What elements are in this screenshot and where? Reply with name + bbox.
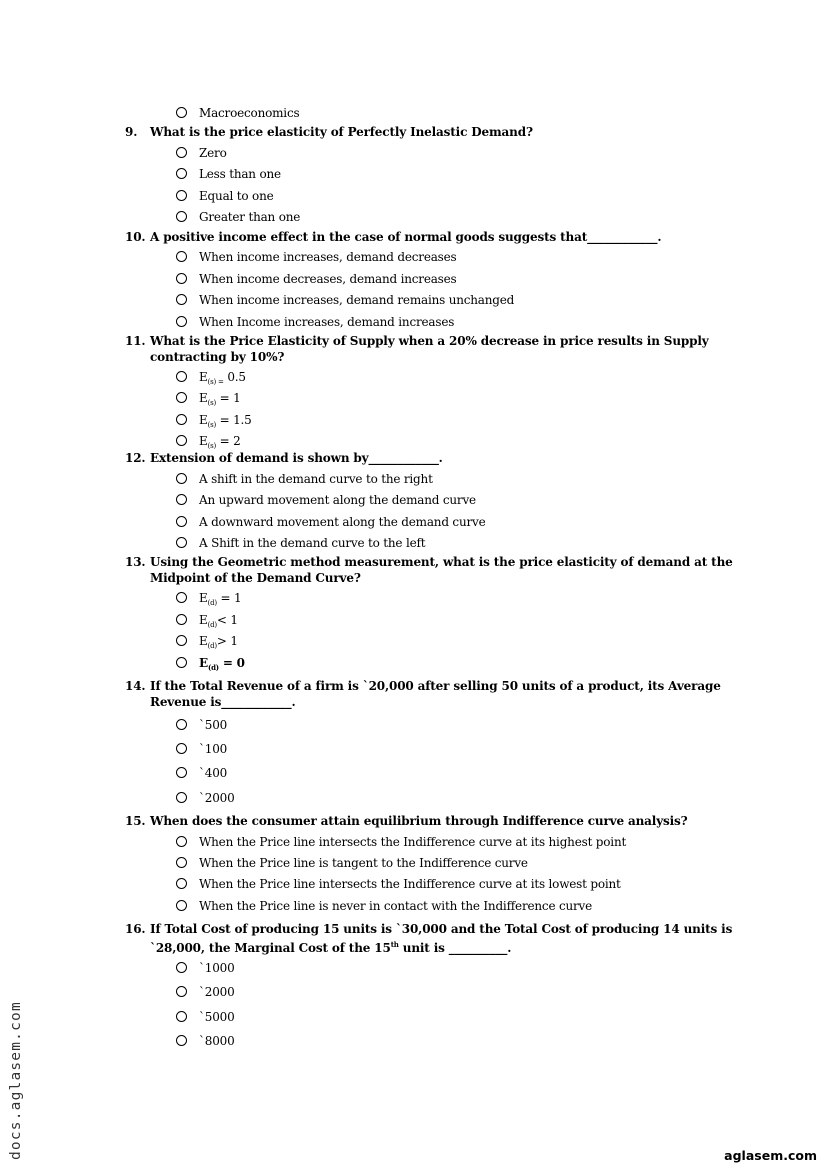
option-label: `5000 [199, 1010, 235, 1024]
question-number: 16. [125, 922, 146, 936]
radio-button[interactable] [176, 414, 187, 425]
subscript: (s) [207, 421, 217, 429]
radio-button[interactable] [176, 107, 187, 118]
question-number: 15. [125, 814, 146, 828]
option-label: `100 [199, 742, 228, 756]
radio-button[interactable] [176, 392, 187, 403]
option-q16-1[interactable] [176, 960, 235, 976]
option-label: When Income increases, demand increases [199, 315, 455, 329]
radio-button[interactable] [176, 473, 187, 484]
value: = 0 [218, 656, 245, 670]
radio-button[interactable] [176, 294, 187, 305]
option-label: Zero [199, 146, 227, 160]
question-text: When does the consumer attain equilibrium through Indifference curve analysis? [150, 814, 688, 828]
option-q15-1[interactable] [176, 834, 626, 850]
option-q10-4[interactable] [176, 314, 454, 330]
option-q10-2[interactable] [176, 271, 457, 287]
option-label: `500 [199, 718, 228, 732]
option-q10-3[interactable] [176, 292, 514, 308]
radio-button[interactable] [176, 1011, 187, 1022]
option-label [199, 613, 238, 627]
radio-button[interactable] [176, 190, 187, 201]
question-10 [125, 229, 735, 245]
symbol: E [199, 656, 208, 670]
option-label [199, 634, 238, 648]
question-text: Using the Geometric method measurement, what is the price elasticity of demand at the Midpoint of the Demand Curve? [150, 555, 733, 585]
radio-button[interactable] [176, 962, 187, 973]
option-label: When the Price line is tangent to the Indifference curve [199, 856, 528, 870]
subscript: (d) [207, 599, 217, 607]
question-14 [125, 678, 735, 710]
radio-button[interactable] [176, 657, 187, 668]
question-text-tail: unit is __________. [398, 941, 512, 955]
radio-button[interactable] [176, 371, 187, 382]
option-q12-3[interactable] [176, 514, 486, 530]
radio-button[interactable] [176, 743, 187, 754]
option-q8-4[interactable] [176, 105, 299, 121]
symbol: E [199, 434, 208, 448]
question-text-main: If Total Cost of producing 15 units is `30,000 and the Total Cost of producing 14 units is `28,000, the Marginal Cost of the 15 [150, 922, 733, 955]
option-q16-2[interactable] [176, 984, 235, 1000]
question-11 [125, 333, 735, 365]
question-text: If the Total Revenue of a firm is `20,000 after selling 50 units of a product, its Average Revenue is____________. [150, 679, 721, 709]
subscript: (s) = [207, 378, 224, 386]
radio-button[interactable] [176, 792, 187, 803]
option-q11-2[interactable] [176, 390, 241, 406]
radio-button[interactable] [176, 592, 187, 603]
question-number: 10. [125, 230, 146, 244]
option-label: A downward movement along the demand curve [199, 515, 486, 529]
question-text: What is the Price Elasticity of Supply when a 20% decrease in price results in Supply contracting by 10%? [150, 334, 709, 364]
value: = 1 [216, 391, 241, 405]
radio-button[interactable] [176, 211, 187, 222]
value: > 1 [216, 634, 238, 648]
option-q13-1[interactable] [176, 590, 241, 606]
radio-button[interactable] [176, 168, 187, 179]
option-label: `2000 [199, 985, 235, 999]
option-label: Macroeconomics [199, 106, 300, 120]
option-q14-4[interactable] [176, 790, 235, 806]
option-label: `2000 [199, 791, 235, 805]
option-label: `1000 [199, 961, 235, 975]
symbol: E [199, 613, 208, 627]
question-number: 14. [125, 679, 146, 693]
option-q14-3[interactable] [176, 765, 227, 781]
option-q9-2[interactable] [176, 166, 281, 182]
option-label: An upward movement along the demand curve [199, 493, 476, 507]
option-label [199, 391, 241, 405]
question-number: 9. [125, 125, 138, 139]
option-label [199, 591, 241, 605]
question-16 [125, 921, 735, 956]
option-label: A Shift in the demand curve to the left [199, 536, 426, 550]
symbol: E [199, 591, 208, 605]
question-text [150, 921, 735, 956]
option-label: When income decreases, demand increases [199, 272, 457, 286]
option-label [199, 434, 241, 448]
subscript: (d) [207, 621, 217, 629]
option-q12-4[interactable] [176, 535, 425, 551]
option-q11-3[interactable] [176, 412, 252, 428]
subscript: (s) [207, 442, 217, 450]
radio-button[interactable] [176, 719, 187, 730]
option-label: `8000 [199, 1034, 235, 1048]
symbol: E [199, 391, 208, 405]
radio-button[interactable] [176, 1035, 187, 1046]
option-q13-2[interactable] [176, 612, 238, 628]
value: = 2 [216, 434, 241, 448]
subscript: (d) [207, 663, 219, 672]
option-q9-1[interactable] [176, 145, 227, 161]
value: = 1.5 [216, 413, 252, 427]
radio-button[interactable] [176, 273, 187, 284]
radio-button[interactable] [176, 614, 187, 625]
question-text: A positive income effect in the case of normal goods suggests that____________. [150, 230, 662, 244]
option-q16-3[interactable] [176, 1009, 235, 1025]
option-label: When the Price line is never in contact with the Indifference curve [199, 899, 593, 913]
option-q15-4[interactable] [176, 898, 592, 914]
option-q13-4[interactable] [176, 655, 245, 671]
value: 0.5 [223, 370, 246, 384]
symbol: E [199, 413, 208, 427]
value: < 1 [216, 613, 238, 627]
question-13 [125, 554, 735, 586]
radio-button[interactable] [176, 767, 187, 778]
option-label: Greater than one [199, 210, 301, 224]
radio-button[interactable] [176, 900, 187, 911]
question-text: Extension of demand is shown by____________. [150, 451, 443, 465]
question-15 [125, 813, 735, 829]
radio-button[interactable] [176, 857, 187, 868]
option-label: When income increases, demand remains unchanged [199, 293, 515, 307]
value: = 1 [216, 591, 242, 605]
option-q16-4[interactable] [176, 1033, 235, 1049]
radio-button[interactable] [176, 435, 187, 446]
radio-button[interactable] [176, 316, 187, 327]
radio-button[interactable] [176, 836, 187, 847]
option-label: Less than one [199, 167, 281, 181]
brand-footer: aglasem.com [724, 1148, 817, 1163]
symbol: E [199, 370, 208, 384]
option-q14-2[interactable] [176, 741, 227, 757]
radio-button[interactable] [176, 537, 187, 548]
option-q13-3[interactable] [176, 633, 238, 649]
option-q15-2[interactable] [176, 855, 528, 871]
radio-button[interactable] [176, 516, 187, 527]
option-label [199, 656, 245, 670]
question-9 [125, 124, 735, 140]
option-label: When the Price line intersects the Indifference curve at its lowest point [199, 877, 621, 891]
option-label [199, 413, 252, 427]
watermark-text: docs.aglasem.com [8, 1001, 24, 1160]
option-q14-1[interactable] [176, 717, 227, 733]
option-q11-1[interactable] [176, 369, 246, 385]
radio-button[interactable] [176, 251, 187, 262]
radio-button[interactable] [176, 147, 187, 158]
radio-button[interactable] [176, 878, 187, 889]
option-q15-3[interactable] [176, 876, 621, 892]
option-label: When the Price line intersects the Indifference curve at its highest point [199, 835, 627, 849]
option-q12-2[interactable] [176, 492, 476, 508]
radio-button[interactable] [176, 986, 187, 997]
option-q12-1[interactable] [176, 471, 433, 487]
symbol: E [199, 634, 208, 648]
option-q9-4[interactable] [176, 209, 300, 225]
subscript: (d) [207, 642, 217, 650]
question-number: 13. [125, 555, 146, 569]
question-text: What is the price elasticity of Perfectly Inelastic Demand? [150, 125, 533, 139]
subscript: (s) [207, 399, 217, 407]
option-label: Equal to one [199, 189, 274, 203]
option-q11-4[interactable] [176, 433, 241, 449]
question-number: 11. [125, 334, 146, 348]
option-label: `400 [199, 766, 228, 780]
option-q9-3[interactable] [176, 188, 274, 204]
question-12 [125, 450, 735, 466]
radio-button[interactable] [176, 635, 187, 646]
option-label: A shift in the demand curve to the right [199, 472, 433, 486]
ordinal-suffix: th [390, 940, 399, 949]
radio-button[interactable] [176, 494, 187, 505]
option-q10-1[interactable] [176, 249, 457, 265]
option-label [199, 370, 246, 384]
question-number: 12. [125, 451, 146, 465]
option-label: When income increases, demand decreases [199, 250, 457, 264]
